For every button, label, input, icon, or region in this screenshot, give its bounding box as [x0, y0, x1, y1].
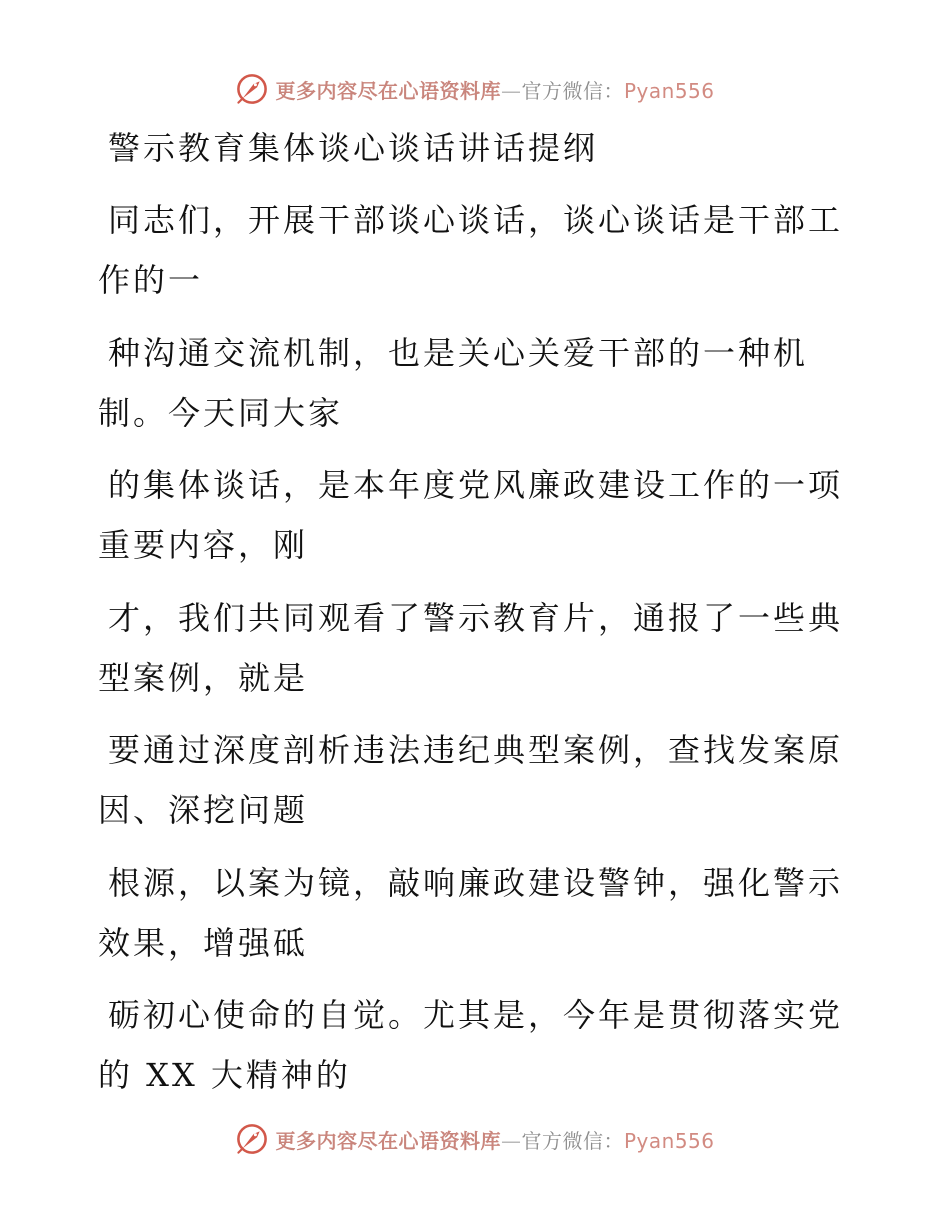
paragraph-line: 根源，以案为镜，敲响廉政建设警钟，强化警示 — [108, 864, 844, 902]
paragraph-line: 作的一 — [98, 261, 204, 299]
watermark-brand: 更多内容尽在心语资料库 — [275, 78, 501, 103]
paragraph-2 — [98, 323, 838, 443]
paragraph-line: 要通过深度剖析违法违纪典型案例，查找发案原 — [108, 731, 844, 769]
paragraph-line: 才，我们共同观看了警示教育片，通报了一些典 — [108, 599, 844, 637]
watermark-contact-label: 官方微信： — [521, 78, 624, 103]
watermark-wechat-id: Pyan556 — [623, 78, 715, 103]
document-title: 警示教育集体谈心谈话讲话提纲 — [108, 129, 599, 167]
pen-nib-logo-icon — [235, 72, 269, 106]
paragraph-line: 因、深挖问题 — [98, 791, 309, 829]
watermark-dash: — — [500, 1128, 522, 1153]
paragraph-1 — [98, 190, 844, 310]
watermark-text — [275, 75, 714, 104]
paragraph-line: 同志们，开展干部谈心谈话，谈心谈话是干部工 — [108, 201, 844, 239]
pen-nib-logo-icon — [235, 1122, 269, 1156]
watermark-contact-label: 官方微信： — [521, 1128, 624, 1153]
footer-watermark — [0, 1122, 950, 1156]
paragraph-line: 型案例，就是 — [98, 659, 309, 697]
paragraph-7 — [98, 985, 844, 1105]
paragraph-line: 的 XX 大精神的 — [98, 1056, 351, 1094]
paragraph-line: 效果，增强砥 — [98, 924, 309, 962]
watermark-dash: — — [500, 78, 522, 103]
header-watermark — [0, 72, 950, 106]
paragraph-line: 重要内容，刚 — [98, 526, 309, 564]
paragraph-line: 砺初心使命的自觉。尤其是，今年是贯彻落实党 — [108, 996, 844, 1034]
paragraph-line: 制。今天同大家 — [98, 394, 344, 432]
paragraph-6 — [98, 853, 844, 973]
paragraph-line: 种沟通交流机制，也是关心关爱干部的一种机 — [108, 334, 809, 372]
paragraph-4 — [98, 588, 844, 708]
paragraph-line: 的集体谈话，是本年度党风廉政建设工作的一项 — [108, 466, 844, 504]
paragraph-3 — [98, 455, 844, 575]
paragraph-5 — [98, 720, 844, 840]
watermark-wechat-id: Pyan556 — [623, 1128, 715, 1153]
watermark-text — [275, 1125, 714, 1154]
watermark-brand: 更多内容尽在心语资料库 — [275, 1128, 501, 1153]
